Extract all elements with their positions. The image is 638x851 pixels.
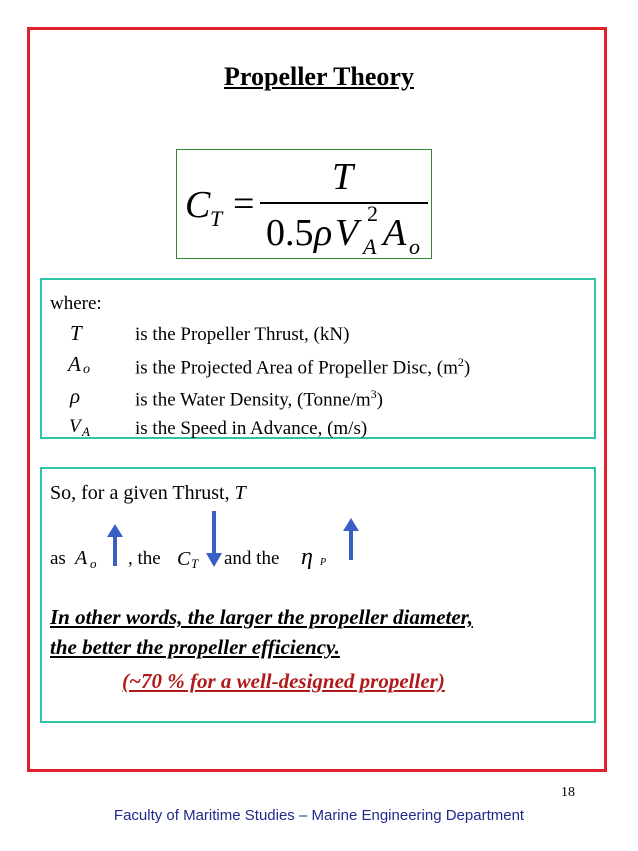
page-title: Propeller Theory	[224, 62, 414, 91]
formula-v-sub: A	[363, 234, 377, 259]
given-thrust-line: So, for a given Thrust, T	[50, 482, 246, 504]
formula-numerator: T	[332, 156, 354, 198]
formula-lhs: C	[185, 184, 211, 226]
and-the-label: and the	[224, 548, 280, 569]
statement-line-2: the better the propeller efficiency.	[50, 635, 340, 659]
formula-a-sub: o	[409, 234, 420, 259]
def-symbol-area: A	[68, 352, 81, 376]
up-arrow-icon	[342, 517, 360, 561]
down-arrow-icon	[205, 511, 223, 569]
formula-a: A	[383, 212, 407, 254]
statement-line-1: In other words, the larger the propeller diameter,	[50, 605, 473, 629]
def-symbol-speed: V	[69, 416, 81, 437]
formula-equals: =	[233, 183, 255, 225]
def-symbol-thrust: T	[70, 321, 82, 345]
def-desc-area: is the Projected Area of Propeller Disc, $(m^2)$	[135, 355, 471, 379]
where-heading: where:	[50, 293, 102, 314]
fraction-bar	[260, 202, 428, 204]
formula-v-sup: 2	[367, 201, 378, 226]
eta-symbol: η	[301, 544, 313, 570]
thrust-coefficient-formula	[176, 149, 432, 259]
as-area-symbol: A	[75, 547, 88, 569]
page-number: 18	[561, 785, 575, 800]
def-desc-thrust: is the Propeller Thrust, (kN)	[135, 324, 350, 345]
eta-sub: P	[320, 557, 327, 568]
def-desc-density: is the Water Density, $(Tonne/m^3)$	[135, 387, 383, 411]
ct-sub: T	[191, 556, 199, 571]
efficiency-note: (~70 % for a well-designed propeller)	[122, 669, 445, 693]
footer-text: Faculty of Maritime Studies – Marine Engineering Department	[113, 807, 525, 824]
ct-symbol: C	[177, 548, 191, 570]
def-symbol-density: ρ	[70, 384, 81, 408]
def-desc-speed: is the Speed in Advance, (m/s)	[135, 418, 368, 439]
up-arrow-icon	[106, 523, 124, 567]
def-symbol-area-sub: o	[83, 362, 90, 377]
the-label-1: , the	[128, 548, 161, 569]
conclusion-box	[40, 467, 596, 723]
formula-coef: 0.5	[266, 212, 314, 254]
formula-v: V	[335, 212, 359, 254]
def-symbol-speed-sub: A	[82, 424, 90, 439]
as-area-sub: o	[90, 556, 97, 571]
as-label: as	[50, 548, 66, 569]
definitions-box	[40, 278, 596, 439]
formula-rho: ρ	[314, 212, 333, 254]
formula-lhs-sub: T	[210, 206, 223, 231]
